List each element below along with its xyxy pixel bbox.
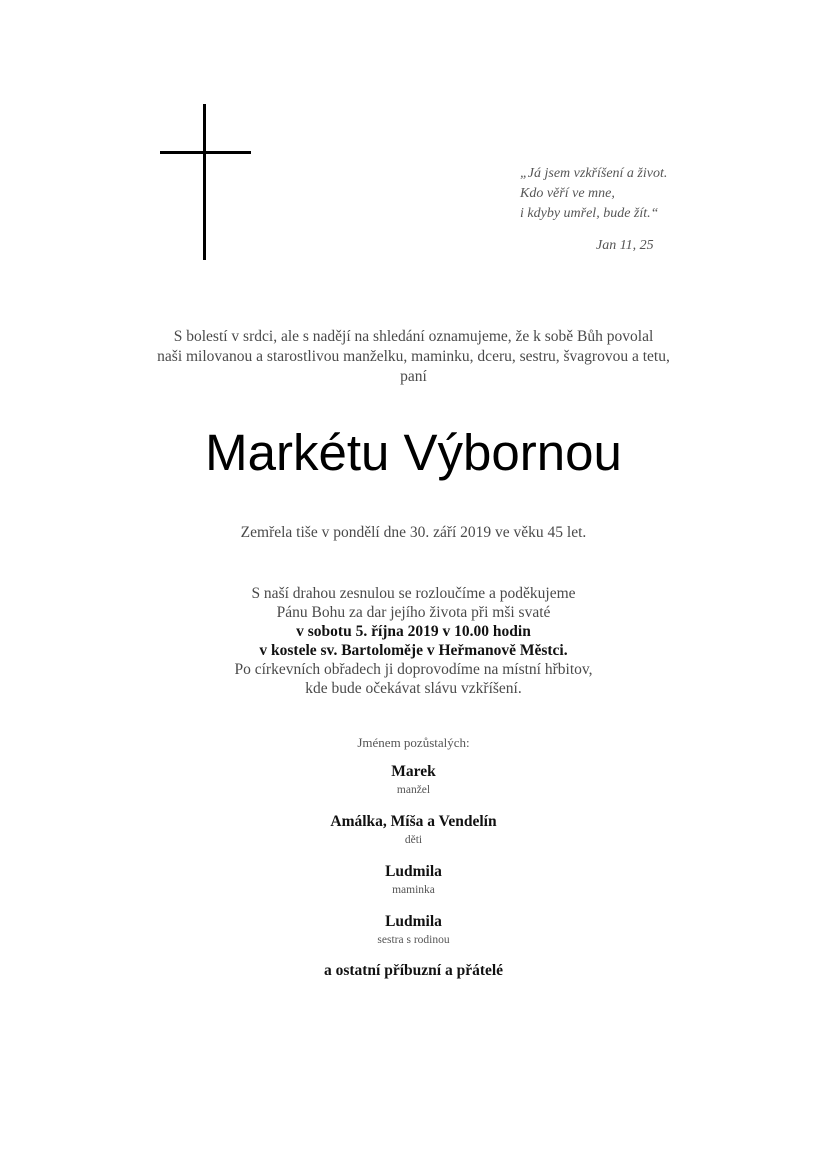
member-name: Ludmila — [385, 863, 442, 880]
cross-vertical-bar — [203, 104, 206, 260]
member-role: manžel — [396, 784, 431, 796]
intro-line: naši milovanou a starostlivou manželku, maminku, dceru, sestru, švagrovou a tetu, — [157, 348, 670, 365]
bible-quote — [520, 164, 720, 224]
ceremony-line: Pánu Bohu za dar jejího života při mši svaté — [276, 604, 551, 621]
family-member — [0, 912, 827, 948]
death-notice: Zemřela tiše v pondělí dne 30. září 2019 ve věku 45 let. — [240, 524, 587, 541]
other-mourners: a ostatní příbuzní a přátelé — [323, 962, 504, 979]
quote-line: Kdo věří ve mne, — [520, 186, 615, 201]
ceremony-place: v kostele sv. Bartoloměje v Heřmanově Městci. — [259, 642, 568, 659]
family-member — [0, 812, 827, 848]
member-role: sestra s rodinou — [377, 934, 450, 946]
ceremony-line: kde bude očekávat slávu vzkříšení. — [305, 680, 522, 697]
intro-line: S bolestí v srdci, ale s nadějí na shledání oznamujeme, že k sobě Bůh povolal — [173, 328, 654, 345]
intro-line: paní — [400, 368, 427, 385]
quote-line: i kdyby umřel, bude žít.“ — [520, 206, 659, 221]
member-role: maminka — [392, 884, 435, 896]
cross-icon — [160, 104, 252, 260]
deceased-name: Markétu Výbornou — [205, 424, 622, 481]
ceremony-line: S naší drahou zesnulou se rozloučíme a poděkujeme — [251, 585, 576, 602]
family-member — [0, 862, 827, 898]
member-name: Marek — [391, 763, 436, 780]
ceremony-date-time: v sobotu 5. října 2019 v 10.00 hodin — [296, 623, 531, 640]
member-name: Ludmila — [385, 913, 442, 930]
ceremony-info — [0, 584, 827, 698]
ceremony-line: Po církevních obřadech ji doprovodíme na místní hřbitov, — [234, 661, 593, 678]
announcement-intro — [0, 327, 827, 387]
quote-reference: Jan 11, 25 — [596, 238, 654, 253]
member-name: Amálka, Míša a Vendelín — [330, 813, 497, 830]
family-member — [0, 762, 827, 798]
quote-line: „Já jsem vzkříšení a život. — [520, 166, 668, 181]
family-heading: Jménem pozůstalých: — [357, 735, 470, 750]
cross-horizontal-bar — [160, 151, 251, 154]
member-role: děti — [404, 834, 423, 846]
